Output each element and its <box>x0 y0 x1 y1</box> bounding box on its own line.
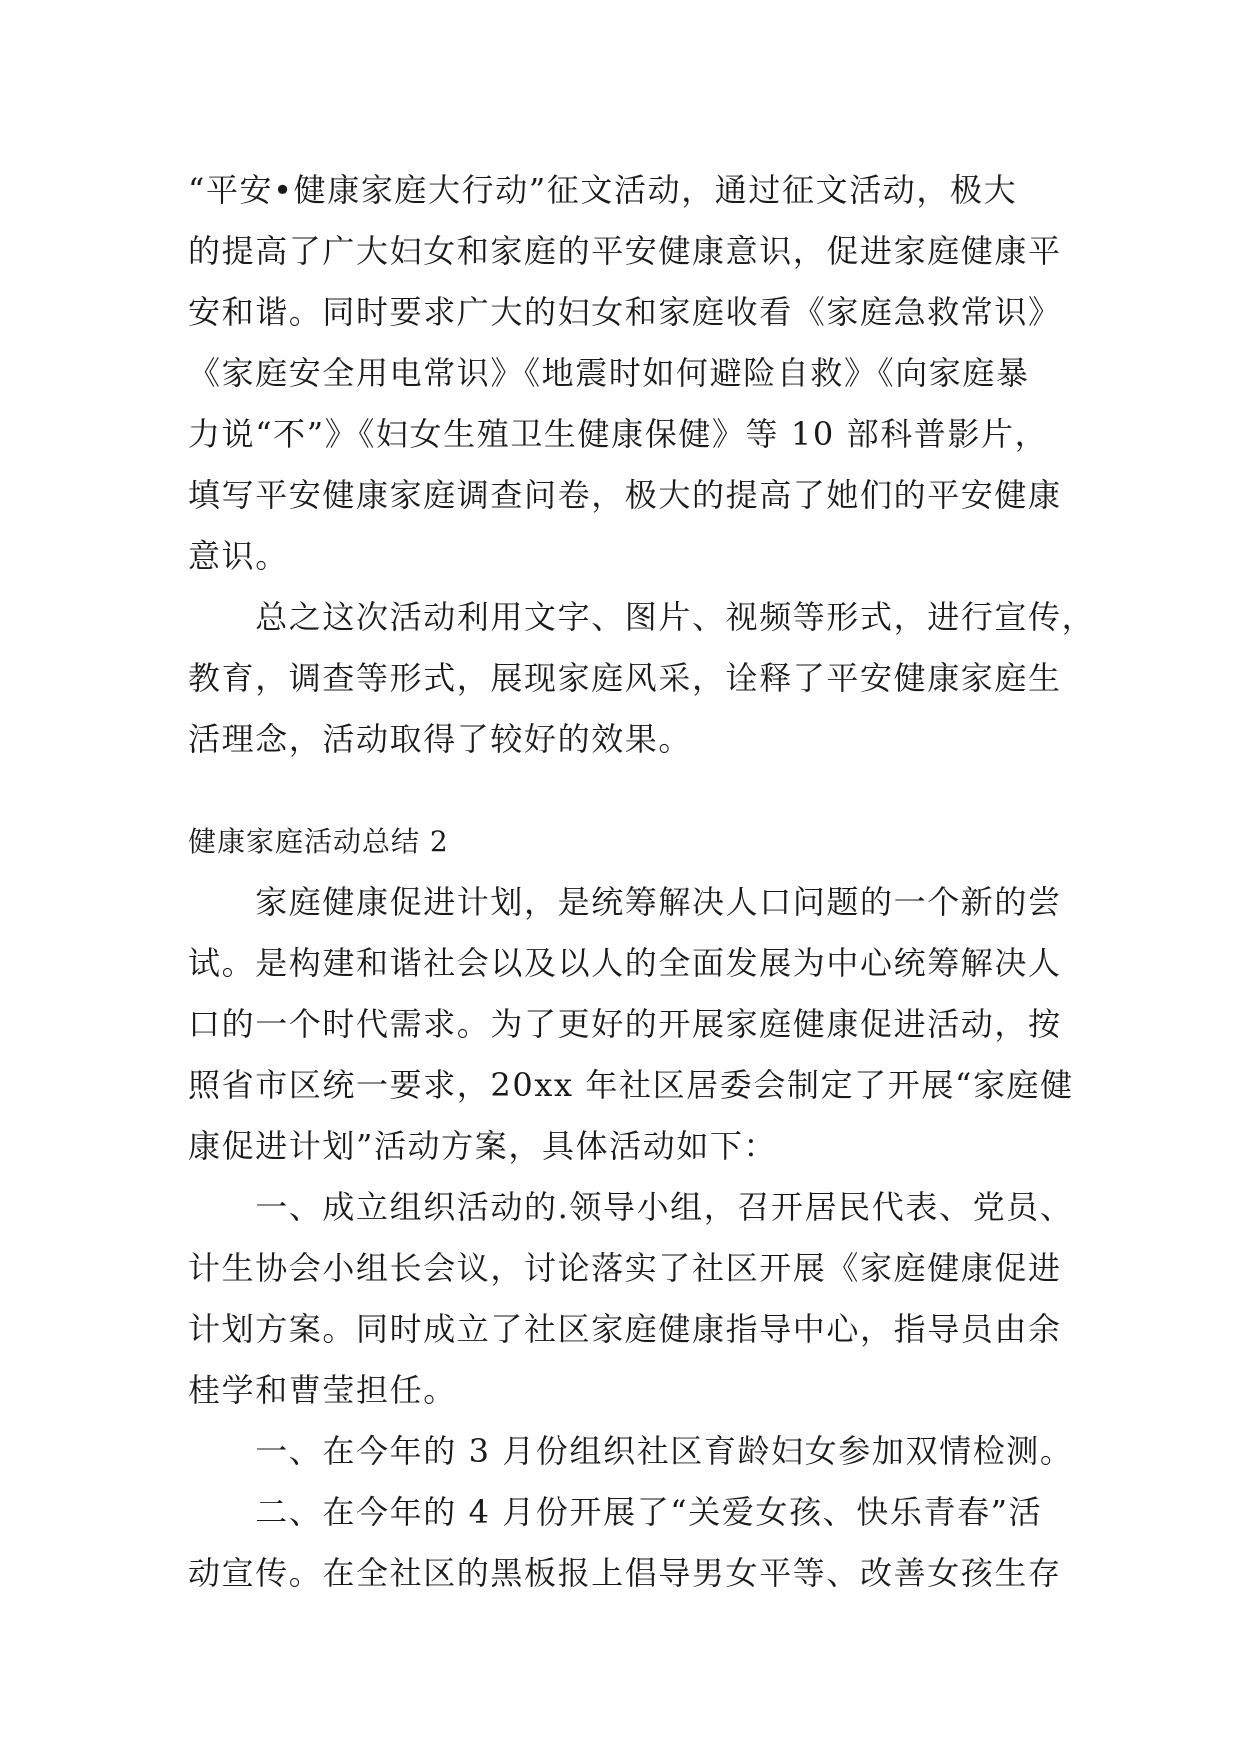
paragraph-essay-activity <box>188 160 1068 587</box>
paragraph-item-april <box>188 1482 1068 1604</box>
text-line: 的提高了广大妇女和家庭的平安健康意识，促进家庭健康平 <box>188 232 1062 270</box>
text-line: 口的一个时代需求。为了更好的开展家庭健康促进活动，按 <box>188 1005 1062 1043</box>
text-line: 总之这次活动利用文字、图片、视频等形式，进行宣传， <box>188 598 1096 636</box>
paragraph-item-leadership-group <box>188 1177 1074 1421</box>
text-line: 力说“不”》《妇女生殖卫生健康保健》等 10 部科普影片， <box>188 415 1049 453</box>
text-line: 安和谐。同时要求广大的妇女和家庭收看《家庭急救常识》 <box>188 293 1062 331</box>
text-line: 一、成立组织活动的.领导小组，召开居民代表、党员、 <box>188 1188 1074 1226</box>
text-line: 桂学和曹莹担任。 <box>188 1371 457 1409</box>
text-line: 一、在今年的 3 月份组织社区育龄妇女参加双情检测。 <box>188 1432 1074 1470</box>
text-line: 试。是构建和谐社会以及以人的全面发展为中心统筹解决人 <box>188 944 1062 982</box>
text-line: 照省市区统一要求，20xx 年社区居委会制定了开展“家庭健 <box>188 1066 1074 1104</box>
text-line: 教育，调查等形式，展现家庭风采，诠释了平安健康家庭生 <box>188 659 1062 697</box>
text-line: 二、在今年的 4 月份开展了“关爱女孩、快乐青春”活 <box>188 1493 1043 1531</box>
section-heading: 健康家庭活动总结 2 <box>188 825 449 858</box>
paragraph-intro <box>188 872 1074 1177</box>
text-line: 《家庭安全用电常识》《地震时如何避险自救》《向家庭暴 <box>188 354 1030 392</box>
text-line: 计生协会小组长会议，讨论落实了社区开展《家庭健康促进 <box>188 1249 1062 1287</box>
text-line: 意识。 <box>188 537 289 575</box>
text-line: “平安•健康家庭大行动”征文活动，通过征文活动，极大 <box>188 171 1018 209</box>
paragraph-summary <box>188 587 1096 770</box>
section-spacer <box>188 770 1068 811</box>
document-page <box>188 160 1096 1604</box>
paragraph-item-march <box>188 1421 1074 1482</box>
text-line: 活理念，活动取得了较好的效果。 <box>188 720 693 758</box>
text-line: 动宣传。在全社区的黑板报上倡导男女平等、改善女孩生存 <box>188 1554 1062 1592</box>
text-line: 计划方案。同时成立了社区家庭健康指导中心，指导员由余 <box>188 1310 1062 1348</box>
text-line: 填写平安健康家庭调查问卷，极大的提高了她们的平安健康 <box>188 476 1062 514</box>
text-line: 家庭健康促进计划，是统筹解决人口问题的一个新的尝 <box>188 883 1062 921</box>
text-line: 康促进计划”活动方案，具体活动如下： <box>188 1127 778 1165</box>
